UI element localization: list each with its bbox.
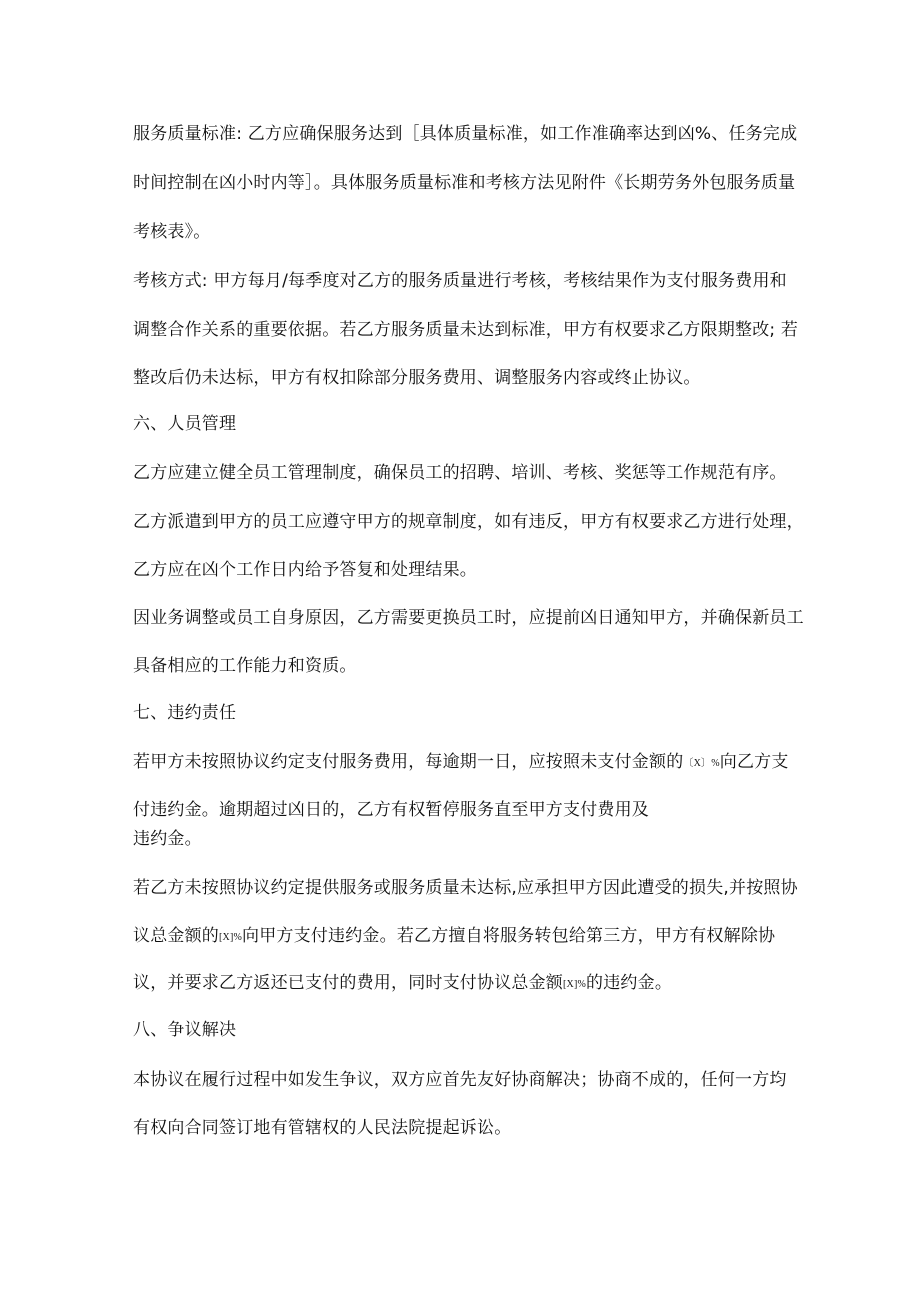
- section-7-paragraph-2-line-1: 若乙方未按照协议约定提供服务或服务质量未达标,应承担甲方因此遭受的损失,并按照协: [133, 878, 798, 898]
- section-6-heading: 六、人员管理: [133, 414, 237, 434]
- text-segment: 向乙方支: [719, 752, 789, 772]
- percentage-placeholder: [X]%: [563, 979, 587, 990]
- section-7-paragraph-2-line-2: [133, 925, 775, 949]
- section-7-paragraph-1-line-3: 违约金。: [133, 829, 202, 849]
- text-segment: 若甲方未按照协议约定支付服务费用，每逾期一日，应按照未支付金额的: [133, 752, 684, 772]
- section-8-paragraph-1-line-2: 有权向合同签订地有管辖权的人民法院提起诉讼。: [133, 1118, 512, 1138]
- section-7-heading: 七、违约责任: [133, 703, 237, 723]
- text-segment: 的违约金。: [586, 973, 673, 993]
- text-segment: 向甲方支付违约金。若乙方擅自将服务转包给第三方，甲方有权解除协: [242, 926, 776, 946]
- text-segment: 议，并要求乙方返还已支付的费用，同时支付协议总金额: [133, 973, 563, 993]
- section-6-paragraph-1: 乙方应建立健全员工管理制度，确保员工的招聘、培训、考核、奖惩等工作规范有序。: [133, 463, 787, 483]
- quality-standard-line-3: 考核表》。: [133, 222, 211, 242]
- section-6-paragraph-2-line-2: 乙方应在凶个工作日内给予答复和处理结果。: [133, 560, 477, 580]
- section-6-paragraph-2-line-1: 乙方派遣到甲方的员工应遵守甲方的规章制度，如有违反，甲方有权要求乙方进行处理，: [133, 512, 804, 532]
- assessment-line-3: 整改后仍未达标，甲方有权扣除部分服务费用、调整服务内容或终止协议。: [133, 368, 701, 388]
- quality-standard-line-1: 服务质量标准: 乙方应确保服务达到［具体质量标准，如工作准确率达到凶%、任务完成: [133, 124, 798, 144]
- text-segment: 议总金额的: [133, 926, 219, 946]
- section-8-heading: 八、争议解决: [133, 1020, 237, 1040]
- percentage-placeholder: [X]%: [219, 932, 243, 943]
- assessment-line-1: 考核方式: 甲方每月/每季度对乙方的服务质量进行考核，考核结果作为支付服务费用和: [133, 271, 787, 291]
- section-6-paragraph-3-line-2: 具备相应的工作能力和资质。: [133, 656, 357, 676]
- section-6-paragraph-3-line-1: 因业务调整或员工自身原因，乙方需要更换员工时，应提前凶日通知甲方，并确保新员工: [133, 608, 804, 628]
- quality-standard-line-2: 时间控制在凶小时内等］。具体服务质量标准和考核方法见附件《长期劳务外包服务质量: [133, 173, 796, 193]
- section-8-paragraph-1-line-1: 本协议在履行过程中如发生争议，双方应首先友好协商解决；协商不成的，任何一方均: [133, 1070, 787, 1090]
- section-7-paragraph-1-line-1: [133, 751, 789, 775]
- percentage-placeholder: 〔X〕%: [683, 758, 720, 769]
- assessment-line-2: 调整合作关系的重要依据。若乙方服务质量未达到标准，甲方有权要求乙方限期整改; 若: [133, 320, 799, 340]
- section-7-paragraph-1-line-2: 付违约金。逾期超过凶日的，乙方有权暂停服务直至甲方支付费用及: [133, 800, 649, 820]
- section-7-paragraph-2-line-3: [133, 972, 672, 996]
